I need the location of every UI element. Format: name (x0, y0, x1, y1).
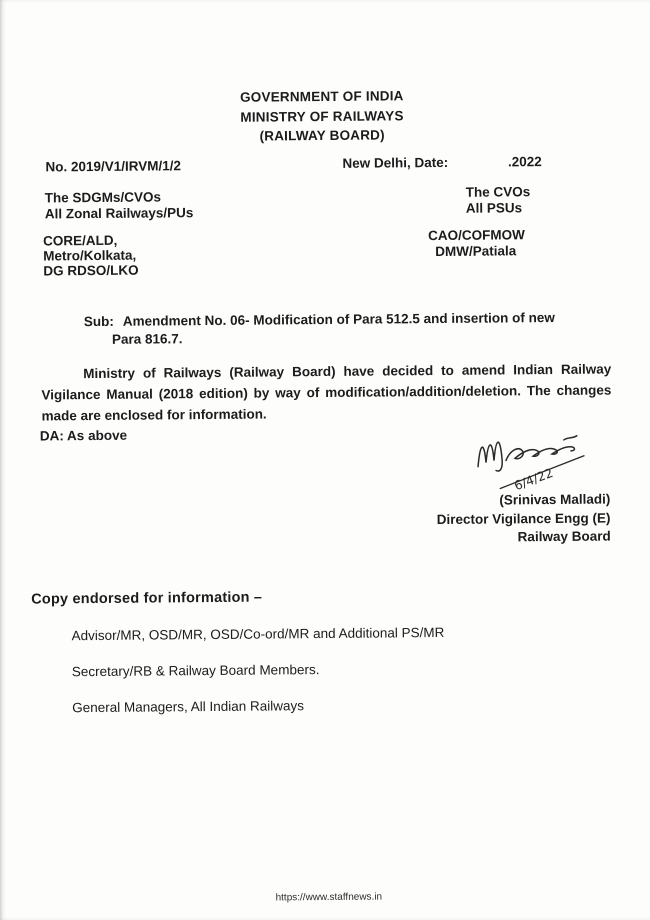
addressee-psus (466, 184, 531, 216)
letterhead (0, 84, 647, 148)
body-paragraph: Ministry of Railways (Railway Board) have decided to amend Indian Railway Vigilance Manual (2018 edition) by way of modification/addition/deletion. The changes made are enclosed for information. (41, 361, 612, 424)
addressee-line: The SDGMs/CVOs (44, 189, 162, 206)
signature-block (436, 491, 610, 548)
subject-text-line-1: Amendment No. 06- Modification of Para 512.5 and insertion of new (122, 309, 555, 329)
place-date-label: New Delhi, Date: (342, 154, 449, 171)
signatory-organisation: Railway Board (517, 528, 611, 545)
enclosure-note: DA: As above (39, 427, 128, 444)
date-year: .2022 (507, 154, 542, 170)
handwritten-date: 6/4/22 (512, 465, 556, 494)
letterhead-line-2: MINISTRY OF RAILWAYS (240, 107, 404, 125)
subject-label: Sub: (83, 313, 114, 330)
addressee-line: All PSUs (465, 199, 523, 216)
signatory-name: (Srinivas Malladi) (499, 491, 611, 508)
letterhead-line-1: GOVERNMENT OF INDIA (239, 88, 404, 105)
source-url: https://www.staffnews.in (275, 891, 383, 904)
reference-number: No. 2019/V1/IRVM/1/2 (45, 158, 182, 175)
addressee-line: The CVOs (465, 184, 531, 200)
signature-tilde-flourish (564, 436, 577, 440)
addressee-line: DG RDSO/LKO (43, 262, 139, 279)
addressee-line: All Zonal Railways/PUs (44, 204, 194, 221)
addressee-line: DMW/Patiala (435, 242, 517, 259)
subject-text-line-2: Para 816.7. (111, 331, 183, 347)
copy-endorsed-list (71, 625, 445, 736)
copy-endorsed-heading: Copy endorsed for information – (31, 589, 263, 608)
copy-endorsed-item: Advisor/MR, OSD/MR, OSD/Co-ord/MR and Additional PS/MR (71, 624, 445, 644)
addressee-line: CAO/COFMOW (427, 227, 525, 244)
place-and-date (342, 154, 541, 171)
addressee-line: CORE/ALD, (43, 232, 118, 249)
signatory-designation: Director Vigilance Engg (E) (436, 510, 611, 527)
addressee-line: Metro/Kolkata, (43, 247, 137, 264)
copy-endorsed-item: Secretary/RB & Railway Board Members. (71, 662, 320, 680)
subject (84, 309, 584, 349)
signature-scrawl (478, 442, 502, 471)
addressee-cofmow-dmw (428, 227, 525, 259)
signature-scrawl-loops (506, 447, 575, 461)
addressee-core-metro-rdso (43, 233, 139, 279)
addressee-zonal-railways (45, 189, 194, 221)
letterhead-line-3: (RAILWAY BOARD) (259, 127, 385, 144)
copy-endorsed-item: General Managers, All Indian Railways (72, 698, 305, 716)
